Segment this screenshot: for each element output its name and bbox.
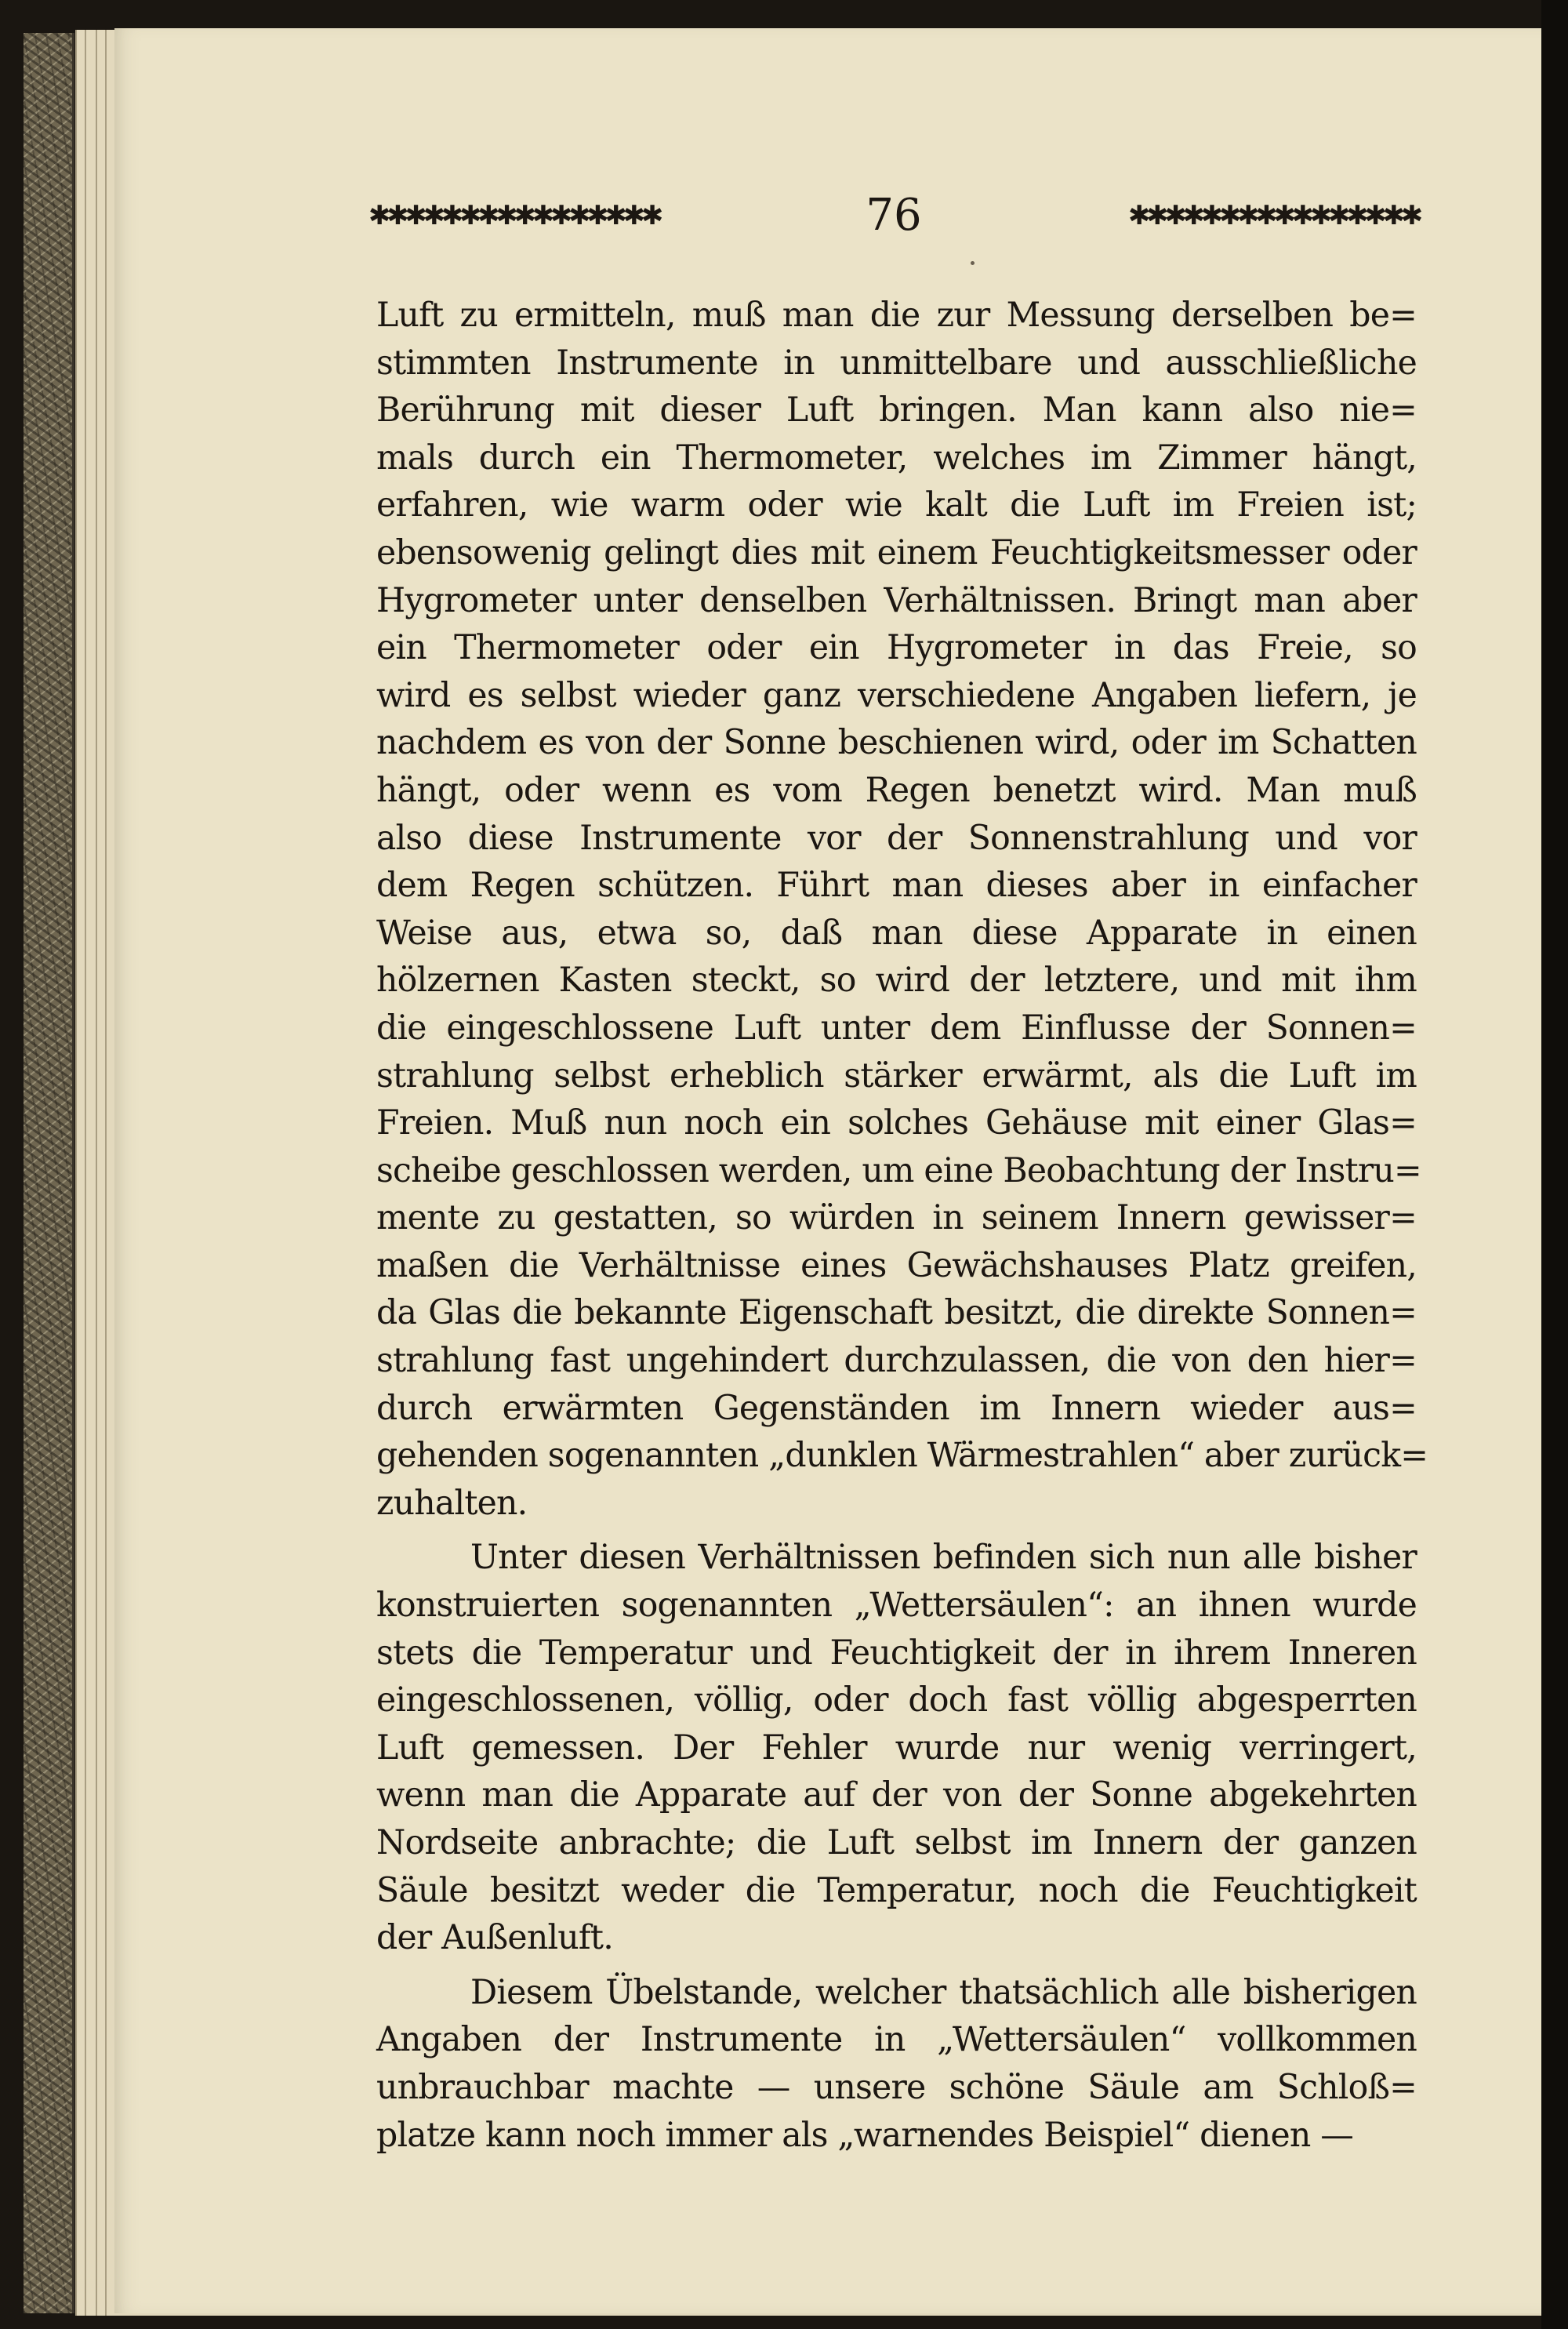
text-line: Luft zu ermitteln, muß man die zur Messung derselben be=	[376, 296, 1417, 335]
text-line: Luft gemessen. Der Fehler wurde nur wenig verringert,	[376, 1728, 1417, 1768]
text-line: unbrauchbar machte — unsere schöne Säule am Schloß=	[376, 2067, 1417, 2107]
paragraph	[376, 1969, 1417, 2159]
text-line: hölzernen Kasten steckt, so wird der letztere, und mit ihm	[376, 961, 1417, 1001]
text-line: stets die Temperatur und Feuchtigkeit der in ihrem Inneren	[376, 1633, 1417, 1673]
text-line: mals durch ein Thermometer, welches im Zimmer hängt,	[376, 438, 1417, 478]
text-line: strahlung fast ungehindert durchzulassen, die von den hier=	[376, 1341, 1417, 1381]
text-line: zuhalten.	[376, 1483, 528, 1523]
header-ornament-left: ✱✱✱✱✱✱✱✱✱✱✱✱✱✱✱✱	[368, 200, 660, 231]
text-line: Unter diesen Verhältnissen befinden sich nun alle bisher	[470, 1538, 1417, 1578]
text-line: da Glas die bekannte Eigenschaft besitzt, die direkte Sonnen=	[376, 1293, 1417, 1333]
text-line: Angaben der Instrumente in „Wettersäulen“ vollkommen	[376, 2020, 1417, 2060]
text-line: durch erwärmten Gegenständen im Innern wieder aus=	[376, 1388, 1417, 1428]
text-line: Hygrometer unter denselben Verhältnissen. Bringt man aber	[376, 580, 1417, 620]
book-edge-decoration	[24, 33, 74, 2313]
text-line: Diesem Übelstande, welcher thatsächlich alle bisherigen	[470, 1972, 1417, 2012]
text-line: Säule besitzt weder die Temperatur, noch die Feuchtigkeit	[376, 1870, 1417, 1910]
text-line: gehenden sogenannten „dunklen Wärmestrahlen“ aber zurück=	[376, 1436, 1428, 1476]
text-line: Nordseite anbrachte; die Luft selbst im Innern der ganzen	[376, 1823, 1417, 1862]
text-line: scheibe geschlossen werden, um eine Beobachtung der Instru=	[376, 1150, 1421, 1190]
paragraph-gap	[376, 1527, 1417, 1534]
text-line: die eingeschlossene Luft unter dem Einflusse der Sonnen=	[376, 1008, 1417, 1048]
text-line: platze kann noch immer als „warnendes Beispiel“ dienen —	[376, 2115, 1354, 2155]
body-text	[376, 292, 1428, 2159]
text-line: erfahren, wie warm oder wie kalt die Luft im Freien ist;	[376, 485, 1417, 525]
scan-right-margin	[1541, 0, 1568, 2329]
text-line: wird es selbst wieder ganz verschiedene Angaben liefern, je	[376, 675, 1417, 715]
text-line: konstruierten sogenannten „Wettersäulen“: an ihnen wurde	[376, 1586, 1417, 1626]
paragraph	[376, 1534, 1417, 1961]
text-line: also diese Instrumente vor der Sonnenstrahlung und vor	[376, 818, 1417, 858]
text-line: maßen die Verhältnisse eines Gewächshauses Platz greifen,	[376, 1245, 1417, 1285]
text-line: eingeschlossenen, völlig, oder doch fast völlig abgesperrten	[376, 1680, 1417, 1720]
text-line: ebensowenig gelingt dies mit einem Feuchtigkeitsmesser oder	[376, 532, 1417, 572]
text-line: Weise aus, etwa so, daß man diese Apparate in einen	[376, 913, 1417, 953]
text-line: wenn man die Apparate auf der von der Sonne abgekehrten	[376, 1775, 1417, 1815]
text-line: nachdem es von der Sonne beschienen wird, oder im Schatten	[376, 723, 1417, 763]
text-line: hängt, oder wenn es vom Regen benetzt wird. Man muß	[376, 770, 1417, 810]
header-ornament-right: ✱✱✱✱✱✱✱✱✱✱✱✱✱✱✱✱	[1127, 200, 1419, 231]
text-line: der Außenluft.	[376, 1918, 613, 1958]
text-line: stimmten Instrumente in unmittelbare und ausschließliche	[376, 343, 1417, 383]
text-line: Berührung mit dieser Luft bringen. Man kann also nie=	[376, 391, 1417, 431]
text-line: Freien. Muß nun noch ein solches Gehäuse mit einer Glas=	[376, 1103, 1417, 1143]
paragraph-gap	[376, 1962, 1417, 1969]
text-line: strahlung selbst erheblich stärker erwärmt, als die Luft im	[376, 1055, 1417, 1095]
paragraph	[376, 292, 1428, 1527]
printing-speck	[971, 261, 975, 265]
text-line: ein Thermometer oder ein Hygrometer in das Freie, so	[376, 628, 1417, 668]
page-header	[368, 188, 1419, 243]
text-line: mente zu gestatten, so würden in seinem Innern gewisser=	[376, 1198, 1417, 1238]
page-number: 76	[866, 190, 922, 241]
text-line: dem Regen schützen. Führt man dieses aber in einfacher	[376, 866, 1417, 906]
